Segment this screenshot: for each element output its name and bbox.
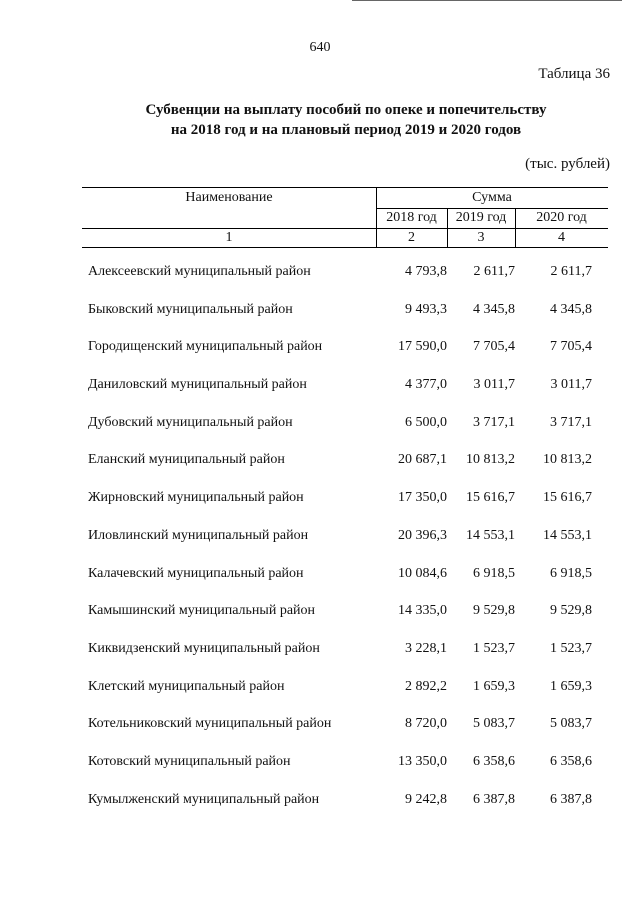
row-value-2020: 2 611,7 [550, 264, 592, 279]
table-row [82, 556, 608, 594]
row-value-2019: 3 011,7 [473, 377, 515, 393]
table-row [82, 744, 608, 782]
row-value-2019: 6 918,5 [473, 565, 515, 581]
row-value-2020: 3 717,1 [550, 414, 592, 430]
row-name: Киквидзенский муниципальный район [88, 640, 320, 656]
row-value-2018: 9 493,3 [405, 301, 447, 317]
table-label: Таблица 36 [538, 66, 610, 82]
row-name: Еланский муниципальный район [88, 452, 285, 468]
row-value-2018: 8 720,0 [405, 716, 447, 732]
page-number: 640 [309, 40, 331, 55]
row-value-2018: 20 687,1 [398, 452, 447, 468]
row-value-2020: 15 616,7 [543, 490, 592, 506]
row-value-2018: 14 335,0 [398, 603, 447, 619]
row-value-2019: 9 529,8 [473, 603, 515, 619]
row-value-2020: 6 358,6 [550, 753, 592, 769]
row-value-2018: 17 590,0 [398, 339, 447, 355]
row-value-2020: 4 345,8 [550, 301, 592, 317]
row-value-2019: 3 717,1 [473, 414, 515, 430]
table-row [82, 593, 608, 631]
row-name: Калачевский муниципальный район [88, 565, 304, 581]
header-year-2020: 2020 год [536, 210, 587, 225]
header-year-2018: 2018 год [386, 210, 437, 225]
row-value-2020: 6 387,8 [550, 791, 592, 807]
row-value-2019: 10 813,2 [466, 452, 515, 468]
header-name: Наименование [185, 190, 273, 205]
row-value-2018: 20 396,3 [398, 527, 447, 543]
title-line-2: на 2018 год и на плановый период 2019 и 2020 годов [170, 122, 522, 138]
row-value-2018: 3 228,1 [405, 640, 447, 656]
row-value-2018: 4 793,8 [405, 264, 447, 279]
row-name: Городищенский муниципальный район [88, 339, 323, 355]
row-value-2018: 10 084,6 [398, 565, 447, 581]
row-name: Жирновский муниципальный район [88, 490, 304, 506]
header-sum: Сумма [472, 190, 512, 205]
row-value-2020: 10 813,2 [543, 452, 592, 468]
row-name: Быковский муниципальный район [88, 301, 293, 317]
header-year-2019: 2019 год [455, 210, 507, 225]
header-col-3: 3 [477, 230, 485, 245]
page-top-rule [352, 0, 622, 1]
row-name: Камышинский муниципальный район [88, 603, 316, 619]
row-name: Клетский муниципальный район [88, 678, 285, 694]
row-name: Кумылженский муниципальный район [88, 791, 320, 807]
row-value-2020: 6 918,5 [550, 565, 592, 581]
row-value-2019: 14 553,1 [466, 527, 515, 543]
row-name: Котовский муниципальный район [88, 753, 291, 769]
header-rule-top [82, 187, 608, 188]
row-name: Даниловский муниципальный район [88, 377, 307, 393]
table-row [82, 442, 608, 480]
table-row [82, 706, 608, 744]
row-value-2020: 9 529,8 [550, 603, 592, 619]
row-value-2018: 13 350,0 [398, 753, 447, 769]
row-value-2019: 4 345,8 [473, 301, 515, 317]
row-value-2018: 4 377,0 [405, 377, 447, 393]
row-value-2019: 15 616,7 [466, 490, 515, 506]
table-row [82, 631, 608, 669]
header-rule-sum [376, 208, 608, 209]
table-row [82, 669, 608, 707]
row-value-2018: 17 350,0 [398, 490, 447, 506]
row-name: Иловлинский муниципальный район [88, 527, 309, 543]
title-line-1: Субвенции на выплату пособий по опеке и попечительству [145, 102, 547, 118]
row-name: Алексеевский муниципальный район [88, 264, 311, 279]
table-body [82, 254, 608, 819]
table-row [82, 405, 608, 443]
table-row [82, 367, 608, 405]
table-header [82, 187, 608, 247]
header-col-2: 2 [408, 230, 415, 245]
row-name: Дубовский муниципальный район [88, 414, 293, 430]
document-title [0, 100, 640, 140]
header-col-4: 4 [558, 230, 565, 245]
row-value-2018: 6 500,0 [405, 414, 447, 430]
table-row [82, 480, 608, 518]
row-value-2019: 5 083,7 [473, 716, 515, 732]
row-value-2020: 7 705,4 [550, 339, 592, 355]
table-row [82, 518, 608, 556]
row-value-2019: 1 659,3 [473, 678, 515, 694]
row-value-2018: 9 242,8 [405, 791, 447, 807]
row-value-2019: 6 358,6 [473, 753, 515, 769]
row-value-2019: 1 523,7 [473, 640, 515, 656]
header-col-1: 1 [225, 230, 233, 245]
row-value-2020: 3 011,7 [550, 377, 592, 393]
row-value-2020: 1 523,7 [550, 640, 592, 656]
row-value-2019: 7 705,4 [473, 339, 515, 355]
row-name: Котельниковский муниципальный район [88, 716, 332, 732]
table-row [82, 329, 608, 367]
header-rule-bottom [82, 247, 608, 248]
row-value-2019: 6 387,8 [473, 791, 515, 807]
row-value-2020: 1 659,3 [550, 678, 592, 694]
table-row [82, 782, 608, 820]
table-row [82, 254, 608, 292]
table-row [82, 292, 608, 330]
row-value-2020: 14 553,1 [543, 527, 592, 543]
row-value-2018: 2 892,2 [405, 678, 447, 694]
row-value-2020: 5 083,7 [550, 716, 592, 732]
header-rule-middle [82, 228, 608, 229]
row-value-2019: 2 611,7 [473, 264, 515, 279]
unit-label: (тыс. рублей) [525, 156, 610, 172]
